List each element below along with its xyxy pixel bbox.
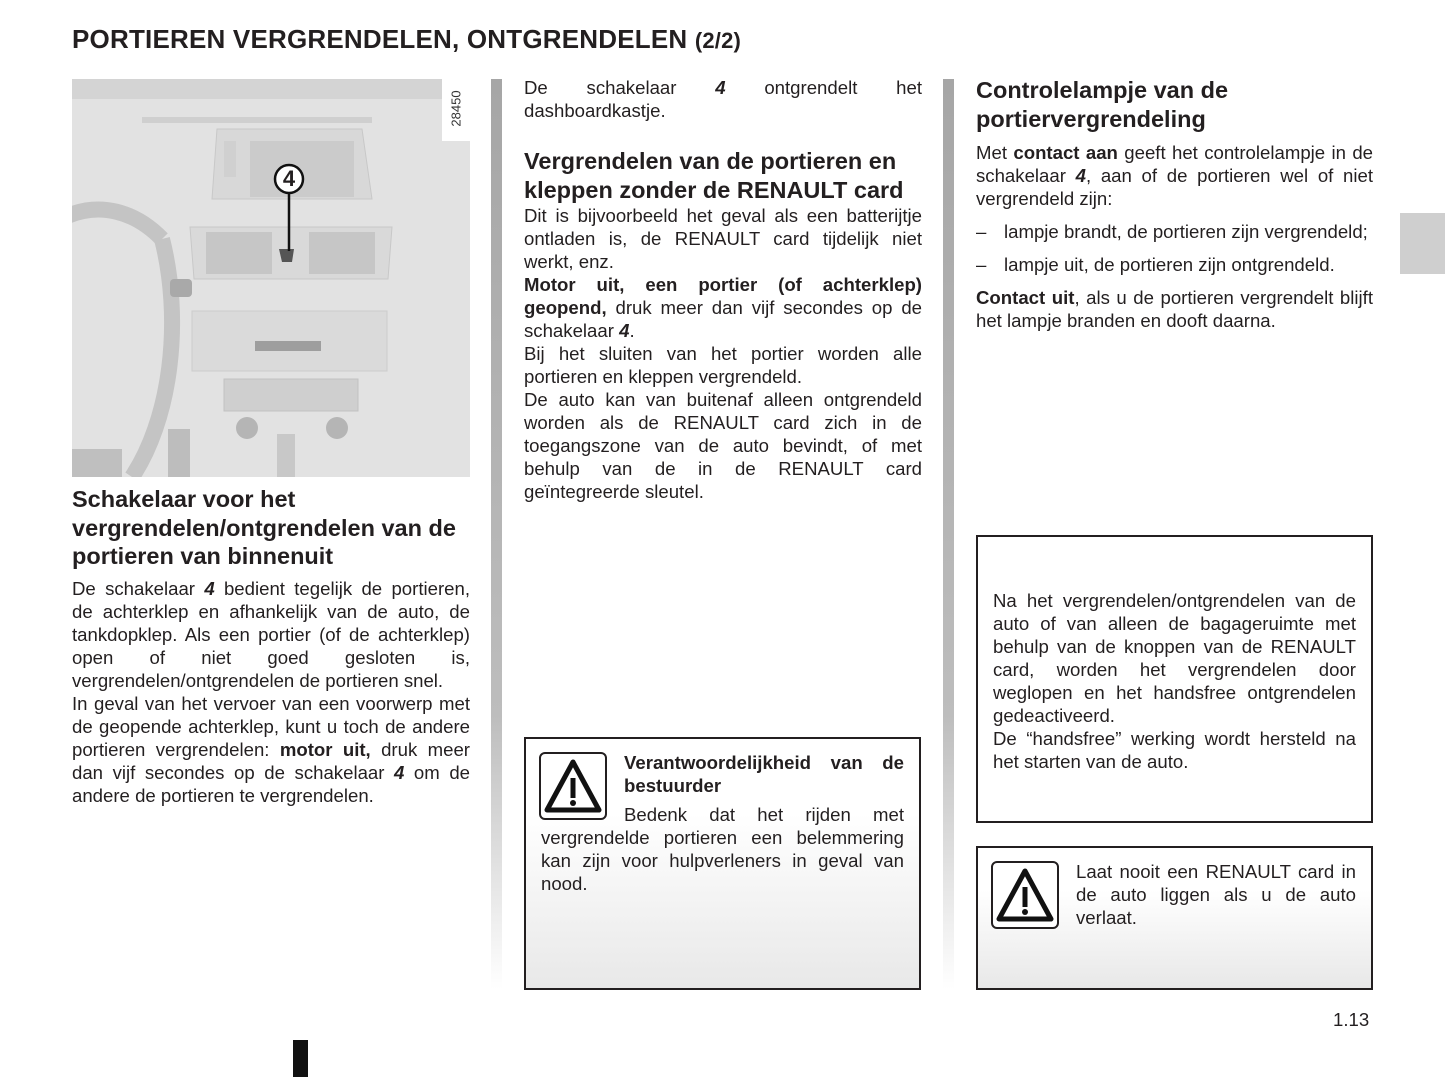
outro-text (976, 286, 1373, 332)
note-paragraph: De “handsfree” werking wordt hersteld na het starten van de auto. (993, 728, 1356, 772)
list-dash: – (976, 221, 987, 242)
paragraph (524, 342, 922, 388)
text-run: Dit is bijvoorbeeld het geval als een batterijtje ontladen is, de RENAULT card tijdelijk niet werkt, enz. (524, 205, 922, 272)
bold-text: 4 (715, 77, 726, 98)
warning-box-card (976, 846, 1373, 990)
text-run: , als u de portieren vergrendelt blijft het lampje branden en dooft daarna. (976, 287, 1373, 331)
paragraph (524, 388, 922, 503)
warning-text: Laat nooit een RENAULT card in de auto liggen als u de auto verlaat. (1076, 861, 1356, 928)
page-title (72, 24, 741, 55)
list-item (976, 220, 1373, 243)
section-heading: Controlelampje van de portiervergrendeling (976, 77, 1229, 132)
bold-text: 4 (619, 320, 630, 341)
text-run: geeft het controlelampje in de schakelaar (976, 142, 1374, 186)
column-2 (524, 76, 922, 503)
bold-text: 4 (394, 761, 405, 783)
chapter-tab (1400, 213, 1445, 274)
text-run: De auto kan van buitenaf alleen ontgrendeld worden als de RENAULT card zich in de toegangszone van de auto bevindt, of met behulp van de in de RENAULT card geïntegreerde sleutel. (524, 389, 922, 502)
list-dash: – (976, 254, 987, 275)
title-part: (2/2) (694, 28, 742, 53)
list-text: lampje brandt, de portieren zijn vergrendeld; (1004, 221, 1368, 242)
text-run: De schakelaar (72, 577, 205, 599)
paragraph (72, 577, 470, 692)
bold-text: 4 (204, 577, 215, 599)
section-heading: Schakelaar voor het vergrendelen/ontgrendelen van de portieren van binnenuit (72, 486, 456, 569)
dashboard-drawing (72, 79, 470, 477)
warning-text: Bedenk dat het rijden met vergrendelde portieren een belemmering kan zijn voor hulpverleners in geval van nood. (541, 804, 904, 894)
column-divider (491, 79, 502, 989)
text-run: druk meer dan vijf secondes op de schakelaar (524, 297, 922, 341)
note-paragraph: Na het vergrendelen/ontgrendelen van de auto of van alleen de bagageruimte met behulp van de knoppen van de RENAULT card, worden het vergrendelen door weglopen en het handsfree ontgrendelen gedeactiveerd. (993, 590, 1356, 726)
text-run: Met (976, 142, 1014, 163)
title-main: PORTIEREN VERGRENDELEN, ONTGRENDELEN (72, 24, 688, 54)
bold-text: Contact uit (976, 287, 1075, 308)
status-list (976, 220, 1373, 276)
text-run: , aan of de portieren wel of niet vergrendeld zijn: (976, 165, 1373, 209)
text-run: druk meer dan vijf secondes op de schakelaar (72, 738, 470, 783)
bold-text: 4 (1075, 165, 1086, 186)
warning-box-driver-responsibility (524, 737, 921, 990)
column-divider (943, 79, 954, 989)
paragraph (72, 692, 470, 807)
text-run: Bij het sluiten van het portier worden alle portieren en kleppen vergrendeld. (524, 343, 922, 387)
list-text: lampje uit, de portieren zijn ontgrendeld. (1004, 254, 1335, 275)
figure-reference-number: 28450 (448, 90, 464, 127)
page-number: 1.13 (1333, 1009, 1370, 1030)
text-run: De schakelaar (524, 77, 716, 98)
dashboard-illustration (72, 79, 470, 477)
text-run: In geval van het vervoer van een voorwerp met de geopende achterklep, kunt u toch de andere portieren vergrendelen: (72, 692, 470, 760)
text-run: ontgrendelt het dashboardkastje. (524, 77, 922, 121)
paragraph (524, 204, 922, 273)
text-run: om de andere de portieren te vergrendelen. (72, 761, 470, 806)
body-text (524, 204, 922, 503)
intro-text (524, 76, 922, 122)
paragraph (524, 273, 922, 342)
warning-triangle-icon (539, 752, 607, 820)
print-mark (293, 1040, 308, 1077)
column-3 (976, 76, 1373, 332)
column-1 (72, 485, 470, 807)
warning-triangle-icon (991, 861, 1059, 929)
text-run: . (629, 320, 635, 341)
intro-text (976, 141, 1373, 210)
text-run: bedient tegelijk de portieren, de achterklep en afhankelijk van de auto, de tankdopklep. Als een portier (of de achterklep) open of niet goed gesloten is, vergrendelen/ontgrendelen de portieren snel. (72, 577, 470, 691)
callout-label: 4 (282, 166, 296, 191)
list-item (976, 253, 1373, 276)
warning-title: Verantwoordelijkheid van de bestuurder (624, 752, 904, 796)
bold-text: contact aan (1013, 142, 1118, 163)
bold-text: motor uit, (279, 738, 371, 760)
info-note-box (976, 535, 1373, 823)
bold-text: Motor uit, een portier (of achterklep) geopend, (524, 274, 922, 318)
body-text (72, 577, 470, 807)
section-heading: Vergrendelen van de portieren en kleppen zonder de RENAULT card (524, 148, 904, 203)
